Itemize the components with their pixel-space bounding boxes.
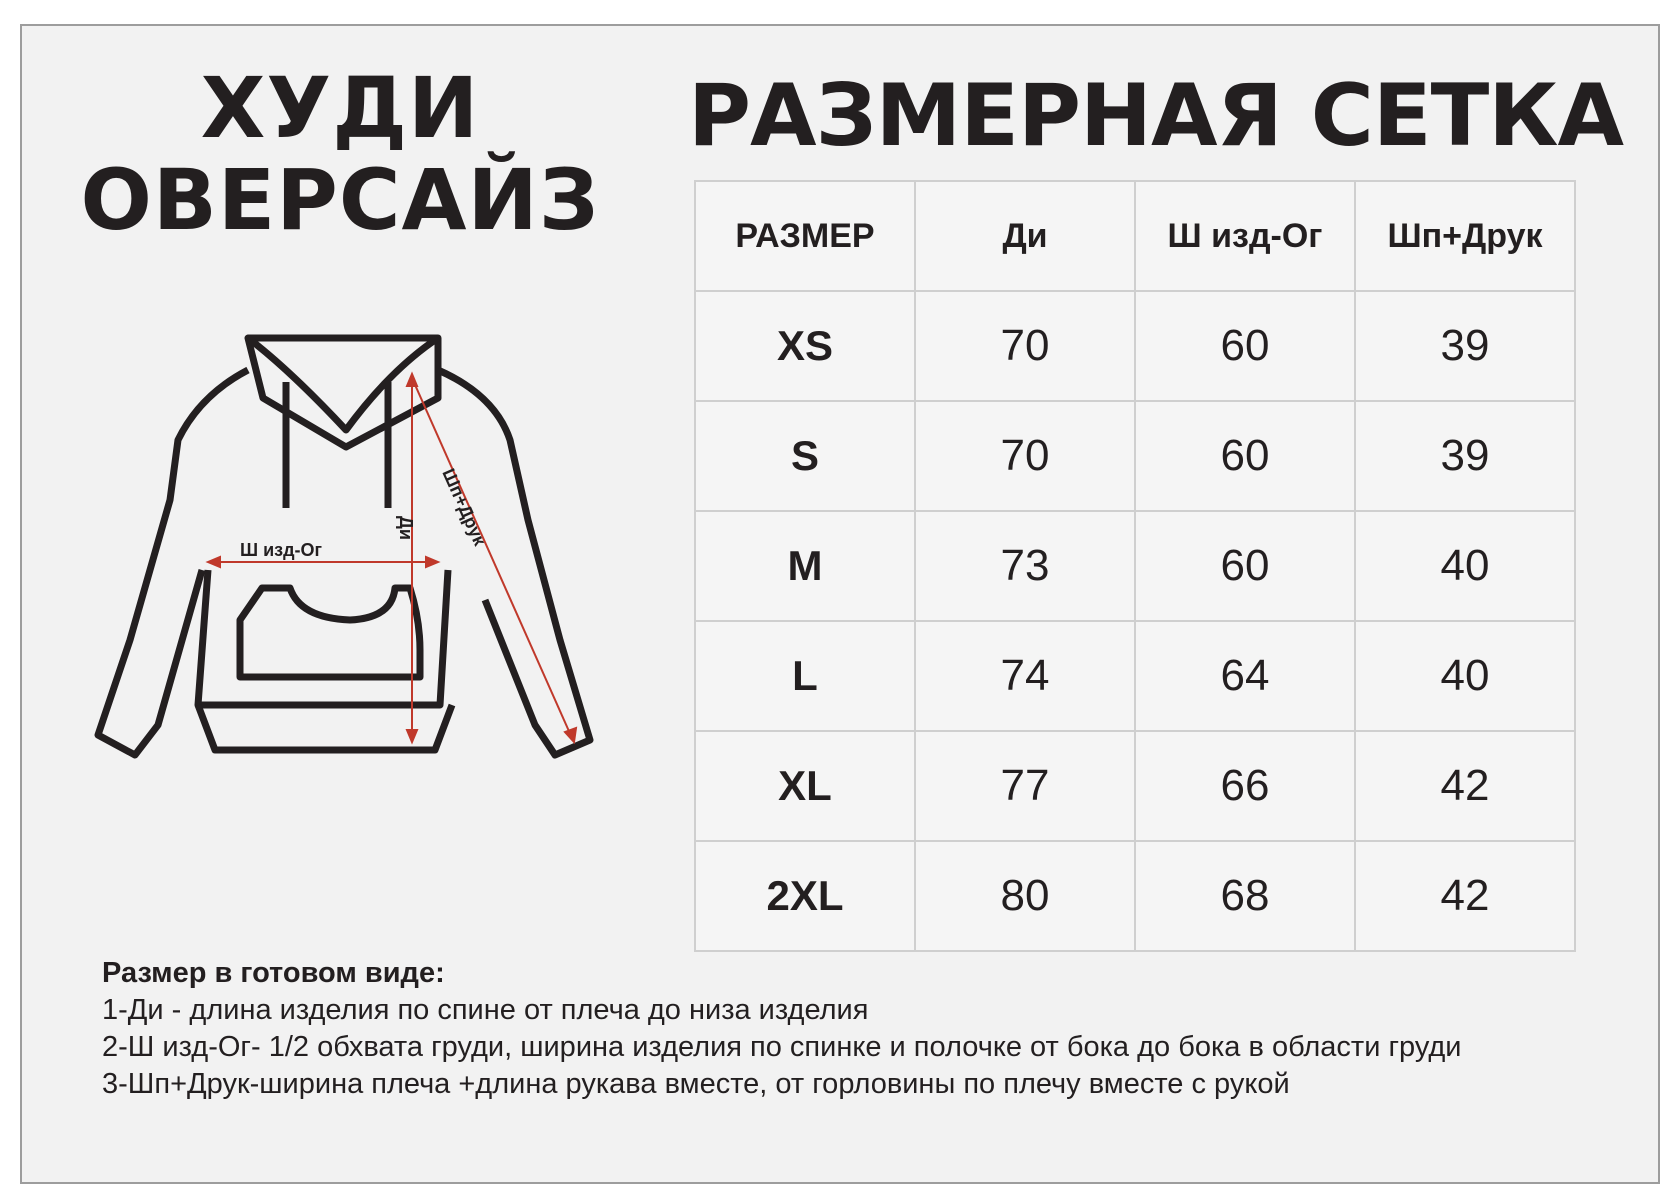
header-width: Ш изд-Ог [1135, 181, 1355, 291]
sleeve-cell: 40 [1355, 621, 1575, 731]
notes-line-2: 2-Ш изд-Ог- 1/2 обхвата груди, ширина изделия по спинке и полочке от бока до бока в области груди [102, 1031, 1462, 1063]
table-row [695, 621, 1575, 731]
product-title-line2: ОВЕРСАЙЗ [80, 151, 600, 249]
size-notes [102, 955, 1622, 1103]
table-row [695, 291, 1575, 401]
sleeve-cell: 39 [1355, 401, 1575, 511]
size-cell: M [695, 511, 915, 621]
length-cell: 80 [915, 841, 1135, 951]
length-cell: 70 [915, 291, 1135, 401]
width-measure-label: Ш изд-Ог [240, 540, 323, 560]
product-title-line1: ХУДИ [200, 59, 480, 157]
table-row [695, 841, 1575, 951]
width-cell: 60 [1135, 511, 1355, 621]
sleeve-cell: 40 [1355, 511, 1575, 621]
sleeve-measure-label: Шп+Друк [438, 465, 491, 549]
width-cell: 64 [1135, 621, 1355, 731]
width-cell: 68 [1135, 841, 1355, 951]
table-row [695, 731, 1575, 841]
length-measure-label: Ди [396, 516, 416, 540]
sleeve-cell: 39 [1355, 291, 1575, 401]
width-cell: 60 [1135, 401, 1355, 511]
width-cell: 66 [1135, 731, 1355, 841]
table-row [695, 401, 1575, 511]
length-cell: 70 [915, 401, 1135, 511]
notes-line-1: 1-Ди - длина изделия по спине от плеча до низа изделия [102, 994, 869, 1026]
size-cell: XS [695, 291, 915, 401]
table-header-row [695, 181, 1575, 291]
table-row [695, 511, 1575, 621]
size-table [694, 180, 1576, 952]
notes-line-3: 3-Шп+Друк-ширина плеча +длина рукава вместе, от горловины по плечу вместе с рукой [102, 1068, 1290, 1100]
header-size: РАЗМЕР [695, 181, 915, 291]
hoodie-outline [98, 330, 590, 755]
length-cell: 73 [915, 511, 1135, 621]
size-cell: S [695, 401, 915, 511]
width-cell: 60 [1135, 291, 1355, 401]
size-chart-title: РАЗМЕРНАЯ СЕТКА [688, 66, 1624, 166]
header-sleeve: Шп+Друк [1355, 181, 1575, 291]
sleeve-cell: 42 [1355, 731, 1575, 841]
length-cell: 74 [915, 621, 1135, 731]
length-cell: 77 [915, 731, 1135, 841]
size-cell: L [695, 621, 915, 731]
product-title [80, 59, 600, 249]
header-length: Ди [915, 181, 1135, 291]
sleeve-cell: 42 [1355, 841, 1575, 951]
size-cell: XL [695, 731, 915, 841]
size-cell: 2XL [695, 841, 915, 951]
notes-title: Размер в готовом виде: [102, 957, 445, 989]
hoodie-diagram [90, 320, 610, 810]
